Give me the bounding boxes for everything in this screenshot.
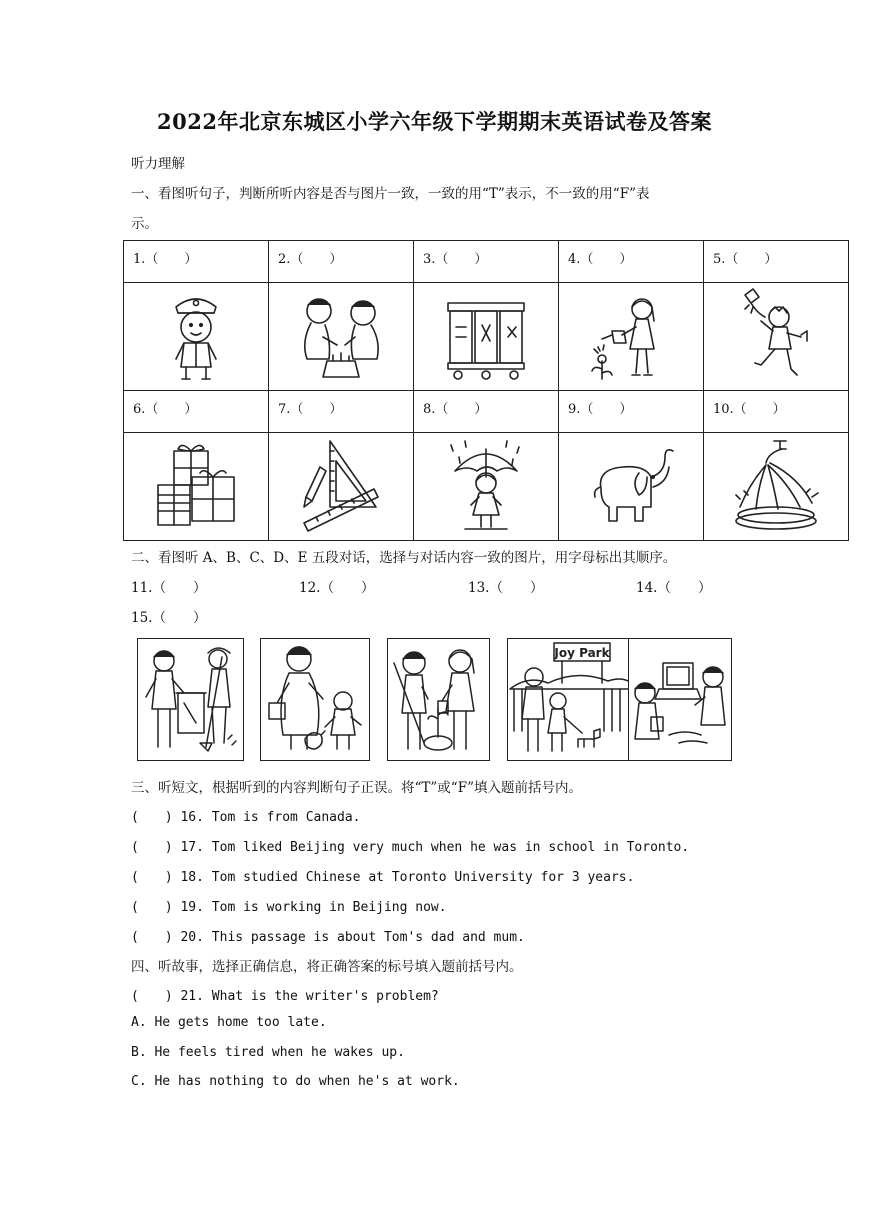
boys-playing-chess-icon (293, 287, 389, 383)
item-number: 13.（ ） (468, 580, 544, 596)
answer-option: C. He has nothing to do when he's at work. (131, 1074, 460, 1089)
table-cell (269, 433, 414, 541)
park-sign-text: Joy Park (554, 646, 610, 660)
scene-picture (387, 638, 490, 761)
scene-picture (628, 638, 732, 761)
girl-watering-flower-icon (586, 287, 676, 383)
table-cell (124, 241, 269, 283)
woman-feeding-chickens-icon (261, 639, 369, 760)
table-cell (269, 241, 414, 283)
statement-item: ( ) 18. Tom studied Chinese at Toronto University for 3 years. (131, 870, 635, 885)
part3-instruction: 三、听短文，根据听到的内容判断句子正误。将“T”或“F”填入题前括号内。 (131, 780, 582, 796)
answer-option: A. He gets home too late. (131, 1015, 327, 1030)
gift-boxes-icon (148, 437, 244, 533)
table-cell (414, 283, 559, 391)
section-label: 听力理解 (131, 156, 185, 172)
item-number: 1.（ ） (133, 252, 198, 267)
ruler-set-icon (296, 437, 386, 533)
boy-flying-kite-icon (731, 287, 821, 383)
answer-option: B. He feels tired when he wakes up. (131, 1045, 405, 1060)
item-number: 15.（ ） (131, 610, 207, 626)
boys-cleaning-trash-icon (138, 639, 243, 760)
elephant-icon (583, 437, 679, 533)
table-cell (559, 433, 704, 541)
statement-item: ( ) 16. Tom is from Canada. (131, 810, 361, 825)
page-title: 2022年北京东城区小学六年级下学期期末英语试卷及答案 (157, 109, 712, 134)
table-cell (559, 241, 704, 283)
item-number: 10.（ ） (713, 402, 786, 417)
item-number: 7.（ ） (278, 402, 343, 417)
table-cell (704, 433, 849, 541)
part1-instruction-cont: 示。 (131, 216, 158, 232)
item-number: 12.（ ） (299, 580, 375, 596)
table-cell (704, 241, 849, 283)
item-number: 4.（ ） (568, 252, 633, 267)
part2-instruction: 二、看图听 A、B、C、D、E 五段对话，选择与对话内容一致的图片，用字母标出其顺序。 (131, 550, 677, 566)
table-cell (414, 391, 559, 433)
children-planting-tree-icon (388, 639, 489, 760)
item-number: 6.（ ） (133, 402, 198, 417)
item-number: 2.（ ） (278, 252, 343, 267)
table-cell (704, 283, 849, 391)
table-cell (124, 391, 269, 433)
part4-instruction: 四、听故事，选择正确信息，将正确答案的标号填入题前括号内。 (131, 959, 523, 975)
question-item: ( ) 21. What is the writer's problem? (131, 989, 439, 1004)
statement-item: ( ) 20. This passage is about Tom's dad and mum. (131, 930, 525, 945)
table-cell (414, 241, 559, 283)
scene-picture (137, 638, 244, 761)
item-number: 3.（ ） (423, 252, 488, 267)
table-cell (414, 433, 559, 541)
item-number: 14.（ ） (636, 580, 712, 596)
boy-walking-dog-park-icon (508, 639, 630, 760)
scene-picture (507, 638, 631, 761)
table-cell (269, 391, 414, 433)
table-cell (559, 391, 704, 433)
table-cell (124, 283, 269, 391)
item-number: 5.（ ） (713, 252, 778, 267)
table-cell (269, 283, 414, 391)
picture-judgement-table (123, 240, 849, 541)
children-with-computer-icon (629, 639, 731, 760)
item-number: 11.（ ） (131, 580, 207, 596)
water-fountain-icon (728, 437, 824, 533)
table-cell (704, 391, 849, 433)
girl-with-umbrella-icon (441, 437, 531, 533)
statement-item: ( ) 19. Tom is working in Beijing now. (131, 900, 447, 915)
scene-picture (260, 638, 370, 761)
table-cell (559, 283, 704, 391)
item-number: 9.（ ） (568, 402, 633, 417)
part1-instruction: 一、看图听句子，判断所听内容是否与图片一致，一致的用“T”表示，不一致的用“F”表 (131, 186, 650, 202)
recycling-bins-icon (438, 287, 534, 383)
police-officer-icon (156, 287, 236, 383)
statement-item: ( ) 17. Tom liked Beijing very much when he was in school in Toronto. (131, 840, 690, 855)
item-number: 8.（ ） (423, 402, 488, 417)
table-cell (124, 433, 269, 541)
